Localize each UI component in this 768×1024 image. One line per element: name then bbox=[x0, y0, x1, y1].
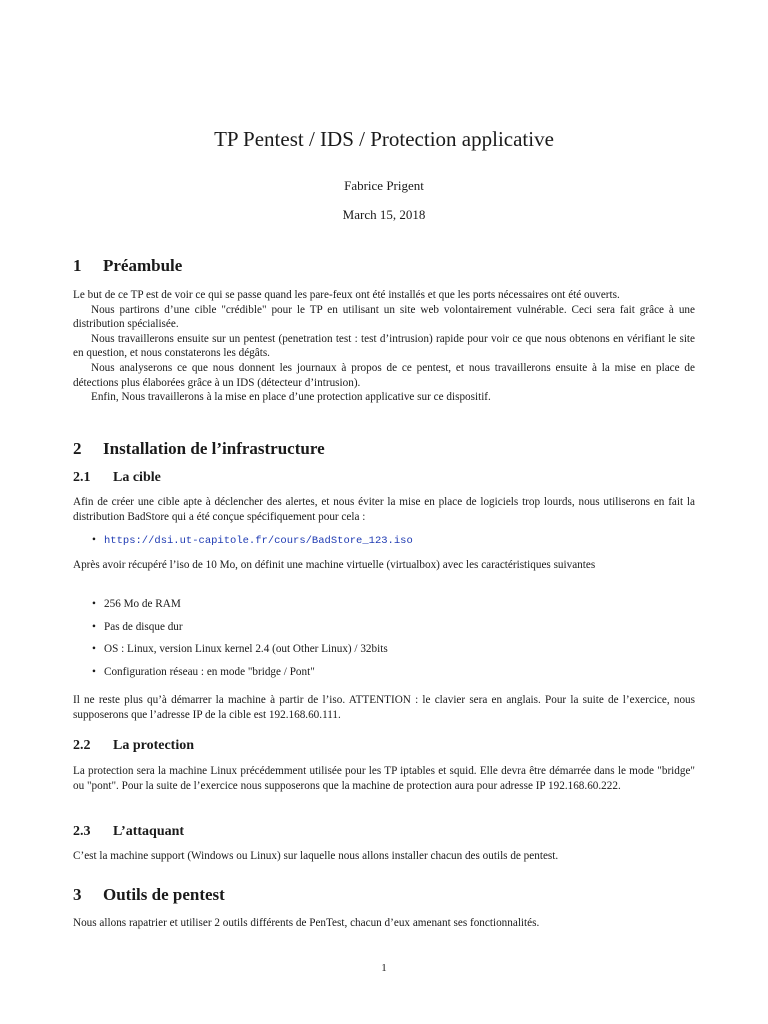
subsection-title: La cible bbox=[113, 470, 161, 485]
link-list bbox=[92, 533, 692, 556]
document-author: Fabrice Prigent bbox=[344, 178, 424, 193]
page-number: 1 bbox=[381, 962, 387, 974]
subsection-heading-cible bbox=[73, 470, 161, 486]
section-heading-installation bbox=[73, 439, 325, 459]
document-title: TP Pentest / IDS / Protection applicative bbox=[214, 127, 554, 151]
document-date: March 15, 2018 bbox=[342, 207, 426, 222]
subsection-number: 2.1 bbox=[73, 470, 91, 485]
outils-text: Nous allons rapatrier et utiliser 2 outils différents de PenTest, chacun d’eux amenant ses fonctionnalités. bbox=[73, 917, 540, 929]
section-heading-preambule bbox=[73, 256, 182, 276]
paragraph: Enfin, Nous travaillerons à la mise en place d’une protection applicative sur ce dispositif. bbox=[91, 391, 491, 404]
section-title: Outils de pentest bbox=[103, 885, 225, 904]
section-heading-outils bbox=[73, 885, 225, 905]
subsection-heading-attaquant bbox=[73, 824, 184, 840]
spec-list bbox=[92, 597, 692, 687]
attaquant-text: C’est la machine support (Windows ou Linux) sur laquelle nous allons installer chacun des outils de pentest. bbox=[73, 850, 559, 862]
paragraph: Le but de ce TP est de voir ce qui se passe quand les pare-feux ont été installés et que les ports nécessaires ont été ouverts. bbox=[73, 289, 620, 301]
list-item: • Pas de disque dur bbox=[92, 620, 692, 643]
list-item: • Configuration réseau : en mode "bridge / Pont" bbox=[92, 665, 692, 688]
subsection-number: 2.3 bbox=[73, 824, 91, 839]
section-number: 3 bbox=[73, 885, 82, 904]
list-item bbox=[92, 533, 692, 556]
paragraph: Nous partirons d’une cible "crédible" pour le TP en utilisant un site web volontairement vulnérable. Ceci sera fait grâce à une distribution spécialisée. bbox=[73, 303, 695, 331]
subsection-title: L’attaquant bbox=[113, 824, 185, 839]
protection-text: La protection sera la machine Linux précédemment utilisée pour les TP iptables et squid. Elle devra être démarrée dans le mode "bridge" ou "pont". Pour la suite de l’exercice nous supposerons que la machine de protection aura pour adresse IP 192.168.60.222. bbox=[73, 765, 695, 792]
subsection-heading-protection bbox=[73, 738, 194, 754]
preambule-text bbox=[73, 288, 695, 405]
subsection-title: La protection bbox=[113, 738, 195, 753]
paragraph: Nous travaillerons ensuite sur un pentest (penetration test : test d’intrusion) rapide pour voir ce que nous obtenons en vérifiant le site en question, et nous constaterons les dégâts. bbox=[73, 332, 695, 360]
section-number: 2 bbox=[73, 439, 82, 458]
badstore-iso-link[interactable]: https://dsi.ut-capitole.fr/cours/BadStore_123.iso bbox=[104, 535, 413, 547]
paragraph: Nous analyserons ce que nous donnent les journaux à propos de ce pentest, et nous travaillerons ensuite à la mise en place de détections plus élaborées grâce à un IDS (détecteur d’intrusion). bbox=[73, 361, 695, 389]
cible-intro: Afin de créer une cible apte à déclencher des alertes, et nous éviter la mise en place de logiciels trop lourds, nous utiliserons en fait la distribution BadStore qui a été conçue spécifiquement pour cela : bbox=[73, 496, 695, 523]
list-item: • 256 Mo de RAM bbox=[92, 597, 692, 620]
list-item: • OS : Linux, version Linux kernel 2.4 (out Other Linux) / 32bits bbox=[92, 642, 692, 665]
section-title: Installation de l’infrastructure bbox=[103, 439, 325, 458]
subsection-number: 2.2 bbox=[73, 738, 91, 753]
section-title: Préambule bbox=[103, 256, 183, 275]
cible-note: Il ne reste plus qu’à démarrer la machine à partir de l’iso. ATTENTION : le clavier sera en anglais. Pour la suite de l’exercice, nous supposerons que l’adresse IP de la cible est 192.168.60.111. bbox=[73, 694, 695, 721]
cible-after: Après avoir récupéré l’iso de 10 Mo, on définit une machine virtuelle (virtualbox) avec les caractéristiques suivantes bbox=[73, 559, 596, 571]
section-number: 1 bbox=[73, 256, 82, 275]
